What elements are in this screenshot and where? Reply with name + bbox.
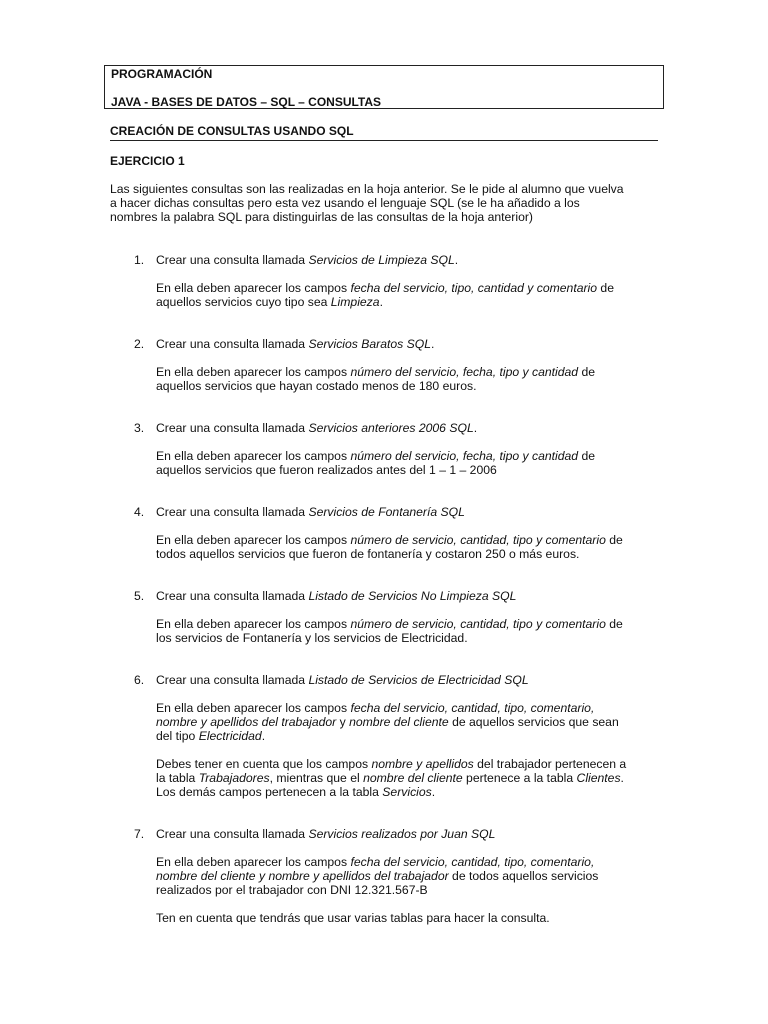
query-name: Servicios Baratos SQL xyxy=(308,337,432,351)
item-description xyxy=(156,617,623,645)
intro-line: a hacer dichas consultas pero esta vez usando el lenguaje SQL (se le ha añadido a los xyxy=(110,196,580,210)
text-run: y xyxy=(336,715,350,729)
description-line xyxy=(156,757,626,771)
text-run: En ella deben aparecer los campos xyxy=(156,281,351,295)
text-run: aquellos servicios cuyo tipo sea xyxy=(156,295,331,309)
description-line xyxy=(156,281,614,295)
italic-text: Trabajadores xyxy=(198,771,270,785)
item-heading-prefix: Crear una consulta llamada xyxy=(156,673,309,687)
italic-text: Limpieza xyxy=(330,295,380,309)
item-heading xyxy=(156,337,434,351)
text-run: aquellos servicios que hayan costado menos de 180 euros. xyxy=(156,379,477,393)
exercise-title: EJERCICIO 1 xyxy=(110,154,185,168)
italic-text: nombre del cliente xyxy=(349,715,449,729)
item-description xyxy=(156,701,619,743)
topic-title: JAVA - BASES DE DATOS – SQL – CONSULTAS xyxy=(111,95,382,109)
description-line xyxy=(156,547,623,561)
item-number: 4. xyxy=(134,505,145,519)
description-line xyxy=(156,463,595,477)
description-line xyxy=(156,785,626,799)
item-heading xyxy=(156,827,495,841)
text-run: . xyxy=(379,295,383,309)
text-run: . xyxy=(431,785,436,799)
italic-text: Servicios xyxy=(382,785,432,799)
query-name: Servicios de Fontanería SQL xyxy=(308,505,465,519)
query-name: Servicios realizados por Juan SQL xyxy=(308,827,496,841)
text-run: En ella deben aparecer los campos xyxy=(156,701,351,715)
item-heading-prefix: Crear una consulta llamada xyxy=(156,253,309,267)
text-run: , mientras que el xyxy=(269,771,364,785)
course-title: PROGRAMACIÓN xyxy=(111,67,213,81)
item-heading-prefix: Crear una consulta llamada xyxy=(156,505,309,519)
text-run: la tabla xyxy=(156,771,199,785)
description-line xyxy=(156,855,598,869)
text-run: los servicios de Fontanería y los servicios de Electricidad. xyxy=(156,631,468,645)
text-run: de xyxy=(605,533,623,547)
item-heading-prefix: Crear una consulta llamada xyxy=(156,827,309,841)
item-number: 6. xyxy=(134,673,145,687)
italic-text: número de servicio, cantidad, tipo y comentario xyxy=(350,617,606,631)
description-line xyxy=(156,379,595,393)
item-heading-suffix: . xyxy=(473,421,478,435)
item-heading-prefix: Crear una consulta llamada xyxy=(156,421,309,435)
description-line xyxy=(156,883,598,897)
description-line xyxy=(156,771,626,785)
description-line xyxy=(156,365,595,379)
item-description xyxy=(156,911,550,925)
text-run: Ten en cuenta que tendrás que usar varias tablas para hacer la consulta. xyxy=(156,911,550,925)
text-run: de xyxy=(578,449,596,463)
item-description xyxy=(156,365,595,393)
item-description xyxy=(156,281,614,309)
item-heading xyxy=(156,421,477,435)
item-heading-suffix: . xyxy=(454,253,459,267)
text-run: del tipo xyxy=(156,729,199,743)
description-line xyxy=(156,701,619,715)
italic-text: Clientes xyxy=(576,771,621,785)
description-line xyxy=(156,715,619,729)
item-heading-suffix: . xyxy=(431,337,435,351)
item-number: 5. xyxy=(134,589,145,603)
text-run: de todos aquellos servicios xyxy=(448,869,599,883)
item-heading xyxy=(156,253,458,267)
italic-text: fecha del servicio, cantidad, tipo, comentario, xyxy=(350,701,595,715)
text-run: . xyxy=(620,771,624,785)
text-run: de xyxy=(605,617,623,631)
italic-text: fecha del servicio, cantidad, tipo, comentario, xyxy=(350,855,595,869)
text-run: de xyxy=(597,281,614,295)
item-number: 1. xyxy=(134,253,145,267)
item-heading xyxy=(156,673,529,687)
italic-text: número de servicio, cantidad, tipo y comentario xyxy=(350,533,606,547)
text-run: todos aquellos servicios que fueron de fontanería y costaron 250 o más euros. xyxy=(156,547,580,561)
description-line xyxy=(156,869,598,883)
item-description xyxy=(156,533,623,561)
item-heading xyxy=(156,505,465,519)
italic-text: número del servicio, fecha, tipo y cantidad xyxy=(350,365,579,379)
description-line xyxy=(156,295,614,309)
section-title: CREACIÓN DE CONSULTAS USANDO SQL xyxy=(110,124,658,141)
description-line xyxy=(156,631,623,645)
intro-paragraph xyxy=(110,182,624,224)
italic-text: nombre del cliente xyxy=(363,771,463,785)
text-run: En ella deben aparecer los campos xyxy=(156,617,351,631)
text-run: En ella deben aparecer los campos xyxy=(156,533,351,547)
description-line xyxy=(156,617,623,631)
text-run: pertenece a la tabla xyxy=(462,771,577,785)
text-run: de xyxy=(578,365,596,379)
description-line xyxy=(156,533,623,547)
item-description xyxy=(156,757,626,799)
text-run: del trabajador pertenecen a xyxy=(473,757,627,771)
item-description xyxy=(156,449,595,477)
italic-text: número del servicio, fecha, tipo y cantidad xyxy=(350,449,579,463)
intro-line: nombres la palabra SQL para distinguirlas de las consultas de la hoja anterior) xyxy=(110,210,533,224)
item-number: 3. xyxy=(134,421,145,435)
item-heading-prefix: Crear una consulta llamada xyxy=(156,589,309,603)
text-run: En ella deben aparecer los campos xyxy=(156,855,351,869)
description-line xyxy=(156,911,550,925)
text-run: Los demás campos pertenecen a la tabla xyxy=(156,785,383,799)
text-run: de aquellos servicios que sean xyxy=(448,715,619,729)
description-line xyxy=(156,729,619,743)
italic-text: Electricidad xyxy=(198,729,262,743)
query-name: Listado de Servicios No Limpieza SQL xyxy=(308,589,517,603)
query-name: Servicios de Limpieza SQL xyxy=(308,253,455,267)
text-run: En ella deben aparecer los campos xyxy=(156,449,351,463)
italic-text: nombre y apellidos del trabajador xyxy=(156,715,337,729)
intro-line: Las siguientes consultas son las realizadas en la hoja anterior. Se le pide al alumno que vuelva xyxy=(110,182,624,196)
text-run: . xyxy=(261,729,266,743)
text-run: Debes tener en cuenta que los campos xyxy=(156,757,372,771)
italic-text: nombre del cliente y nombre y apellidos del trabajador xyxy=(156,869,449,883)
italic-text: nombre y apellidos xyxy=(371,757,474,771)
italic-text: fecha del servicio, tipo, cantidad y comentario xyxy=(350,281,598,295)
query-name: Listado de Servicios de Electricidad SQL xyxy=(308,673,529,687)
item-heading-prefix: Crear una consulta llamada xyxy=(156,337,309,351)
query-name: Servicios anteriores 2006 SQL xyxy=(308,421,474,435)
description-line xyxy=(156,449,595,463)
item-number: 2. xyxy=(134,337,145,351)
text-run: realizados por el trabajador con DNI 12.321.567-B xyxy=(156,883,428,897)
item-number: 7. xyxy=(134,827,145,841)
item-heading xyxy=(156,589,516,603)
text-run: aquellos servicios que fueron realizados antes del 1 – 1 – 2006 xyxy=(156,463,497,477)
text-run: En ella deben aparecer los campos xyxy=(156,365,351,379)
header-box xyxy=(104,65,664,109)
item-description xyxy=(156,855,598,897)
